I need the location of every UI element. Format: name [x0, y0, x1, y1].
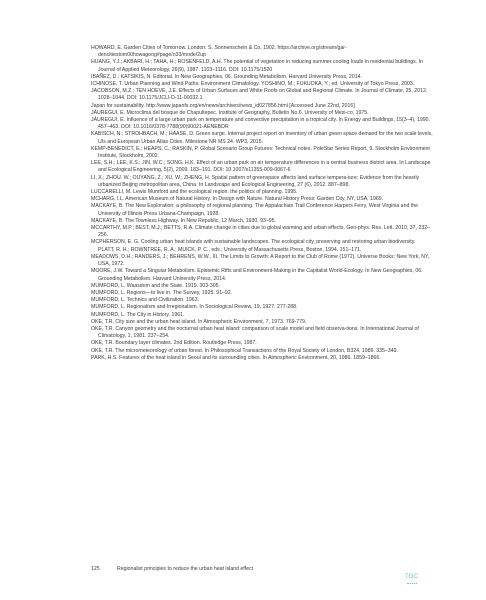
toc-link[interactable]: TOC — [405, 574, 419, 580]
reference-entry: ICHINOSE, T. Urban Planning and Wind Paths. Environment Climatology. YOSHINO, M.; FUKUOKA, Y.; ed. University of Tokyo Press, 2003. — [91, 81, 415, 88]
reference-entry: MUMFORD, L. Regions—to live in. The Survey, 1925. 91–92. — [91, 289, 233, 296]
reference-entry: LEE, S.H.; LEE, K.S.; JIN, W.C.; SONG, H.K. Effect of an urban park on air temperature differences in a central business district area. In Landscape and Ecological Engineering, 5(2), 2009. 183–191. DOI: 10.1007/s11355-009-0067-6 — [91, 160, 431, 174]
reference-entry: MUMFORD, L. Technics and Civilization. 1963. — [91, 297, 200, 304]
reference-entry: Japan for sustainability. http://www.japanfs.org/en/news/archives/news_id027856.html [Accessed June 22nd, 2016] — [91, 102, 355, 109]
reference-entry: MEADOWS, D.H.; RANDERS, J.; BEHRENS, W.W., III. The Limits to Growth: A Report to the Club of Rome (1972). Universe Books: New York, NY, USA, 1972. — [91, 253, 430, 268]
reference-list — [91, 45, 433, 362]
reference-entry: JÁUREGUI, E. Influence of a large urban park on temperature and convective precipitation in a tropical city. In Energy and Buildings, 15(3–4), 1990. 457–463. DOI: 10.1016/0378-7788(90)90021-AENEBDR — [91, 117, 431, 131]
reference-entry: OKE, T.R. City size and the urban heat island. In Atmospheric Environment, 7, 1973. 769-779. — [91, 318, 307, 325]
reference-entry: MUMFORD, L. Regionalism and Irregionalism. In Sociological Review, 19, 1927. 277-288. — [91, 304, 298, 311]
reference-entry: JÁUREGUI, E. Microclima del bosque de Chapultepec. Institute of Geography, Bulletin No.6. University of Mexi-co, 1975. — [91, 109, 369, 116]
running-title: Regionalist principles to reduce the urban heat island effect — [117, 566, 254, 572]
page-number: 125 — [91, 566, 100, 572]
reference-entry: LUCCARELLI, M. Lewis Mumford and the ecological region: the politics of planning. 1995. — [91, 189, 298, 196]
reference-entry: HUANG, Y.J.; AKBARI, H.; TAHA, H.; ROSENFELD, A.H. The potential of vegetation in reducing summer cooling loads in residential buildings. In Journal of Applied Meteorology, 26(9), 1987. 1103–1116. DOI: 10.1175/1520 — [91, 59, 423, 73]
page-footer — [91, 566, 253, 573]
reference-entry: MCCARTHY, M.P.; BEST, M.J.; BETTS, R.A. Climate change in cities due to global warming and urban effects. Geo-phys. Res. Lett. 2010, 37, 232–256. — [91, 225, 430, 239]
reference-entry: MACKAYE, B. The Townless Highway. In New Republic, 12 March, 1930. 93–95. — [91, 217, 277, 224]
reference-entry: MCPHERSON, E. G. Cooling urban heat islands with sustainable landscapes. The ecological city, preserving and restoring urban biodiversity. PLATT, R. H.; ROWNTREE, R. A.; MUICK, P. C., eds.; University of Massachusetts Press, Boston, 1994. 151–171. — [91, 239, 416, 253]
reference-entry: PARK, H.S. Features of the heat island in Seoul and its surrounding cities. In Atmospheric Environment, 20, 1986. 1859–1866. — [91, 354, 381, 361]
reference-entry: LI, X.; ZHOU, W.; OUYANG, Z.; XU, W.; ZHENG, H. Spatial pattern of greenspace affects land surface tempera-ture: Evidence from the heavily urbanized Beijing metropolitan area, China. In Landscape and Ecological Engineering, 27 (6), 2012. 887–898. — [91, 174, 420, 188]
reference-entry: MUMFORD, L. The City in History. 1961. — [91, 311, 185, 318]
reference-entry: OKE, T.R. Canyon geometry and the nocturnal urban heat island: comparison of scale model and field observa-tions. In International Journal of Climatology, 1, 1981. 237–254. — [91, 325, 419, 340]
reference-entry: MCHARG, I.L. American Museum of Natural History. In Design with Nature. Natural History Press: Garden City, NY, USA, 1969. — [91, 196, 384, 203]
reference-entry: KEMP-BENEDICT, E.; HEAPS, C.; RASKIN, P. Global Scenario Group Futures: Technical notes. PoleStar Series Report, 9. Stockholm Environment Institute, Stockholm, 2002. — [91, 145, 430, 160]
reference-entry: HOWARD, E. Garden Cities of Tomorrow. London: S. Sonnenschein & Co, 1902. https://archive.org/stream/gar-dencitiestom00howagoog#page/n33/mode/2up — [91, 45, 347, 59]
reference-entry: MACKAYE, B. The New Exploration: a philosophy of regional planning. The Appalachian Trail Conference Harpers Ferry, West Virginia and the University of Illinois Press Urbana-Champaign, 1928. — [91, 203, 418, 217]
reference-entry: OKE, T.R. Boundary layer climates. 2nd Edition. Routledge Press, 1987. — [91, 340, 257, 347]
reference-entry: OKE, T.R. The micrometeorology of urban forest. In Philosophical Transactions of the Royal Society of London, B324, 1989. 335–349. — [91, 347, 398, 354]
reference-entry: MOORE, J.W. Toward a Singular Metabolism. Epistemic Rifts and Environment-Making in the Capitalist World-Ecology. In New Geographies, 06. Grounding Metabolism. Harvard University Press, 2014. — [91, 268, 423, 282]
toc-divider — [407, 583, 417, 584]
reference-entry: MUMFORD, L. Waasdom and the State. 1919. 303-305. — [91, 282, 220, 289]
reference-entry: IBAÑEZ, D.; KATSIKIS, N. Editorial. In New Geographies, 06. Grounding Metabolism. Harvard University Press, 2014. — [91, 73, 362, 80]
reference-entry: JACOBSON, M.Z.; TEN HOEVE, J.E. Effects of Urban Surfaces and White Roofs on Global and Regional Climate. In Journal of Climate, 25, 2012. 1028–1044. DOI: 10.1175/JCLI-D-11-00032.1 — [91, 88, 428, 102]
reference-entry: KABISCH, N.; STROHBACH, M.; HAASE, D. Green surge. Internal project report on inventory of urban green space demand for the two scale levels, UIs and European Urban Atlas Cities. Milestone NR MS 24. WP3, 2015. — [91, 131, 433, 145]
